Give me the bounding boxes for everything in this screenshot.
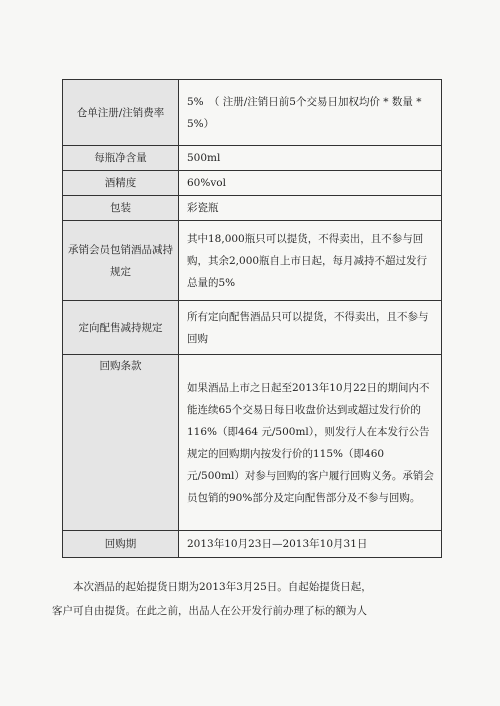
table-row <box>63 196 442 221</box>
row-label: 包装 <box>63 196 179 221</box>
row-value: 2013年10月23日—2013年10月31日 <box>179 531 442 558</box>
table-row <box>63 301 442 355</box>
row-label: 每瓶净含量 <box>63 146 179 171</box>
row-label: 承销会员包销酒品减持规定 <box>63 221 179 301</box>
row-label-text: 回购条款 <box>99 360 142 372</box>
table-row <box>63 531 442 558</box>
row-value: 其中18,000瓶只可以提货，不得卖出，且不参与回购，其余2,000瓶自上市日起，每月减持不超过发行总量的5% <box>179 221 442 301</box>
row-label: 酒精度 <box>63 171 179 196</box>
row-label: 定向配售减持规定 <box>63 301 179 355</box>
row-value: 500ml <box>179 146 442 171</box>
row-label <box>63 355 179 531</box>
table-row <box>63 355 442 531</box>
row-value: 5% （ 注册/注销日前5个交易日加权均价 * 数量 * 5%） <box>179 80 442 146</box>
table-row <box>63 171 442 196</box>
table-row <box>63 80 442 146</box>
table-row <box>63 146 442 171</box>
table-row <box>63 221 442 301</box>
row-value: 所有定向配售酒品只可以提货，不得卖出，且不参与回购 <box>179 301 442 355</box>
row-label: 仓单注册/注销费率 <box>63 80 179 146</box>
row-label: 回购期 <box>63 531 179 558</box>
body-paragraph-line: 本次酒品的起始提货日期为2013年3月25日。自起始提货日起， <box>73 581 372 593</box>
row-value: 60%vol <box>179 171 442 196</box>
row-value: 如果酒品上市之日起至2013年10月22日的期间内不能连续65个交易日每日收盘价达到或超过发行价的116%（即464 元/500ml），则发行人在本发行公告规定的回购期内按发行价的115%（即460 元/500ml）对参与回购的客户履行回购义务。承销会员包销的90%部分及定向配售部分及不参与回购。 <box>179 355 442 531</box>
body-paragraph-line: 客户可自由提货。在此之前，出品人在公开发行前办理了标的额为人 <box>52 605 367 617</box>
offering-terms-table <box>62 79 442 558</box>
row-value: 彩瓷瓶 <box>179 196 442 221</box>
